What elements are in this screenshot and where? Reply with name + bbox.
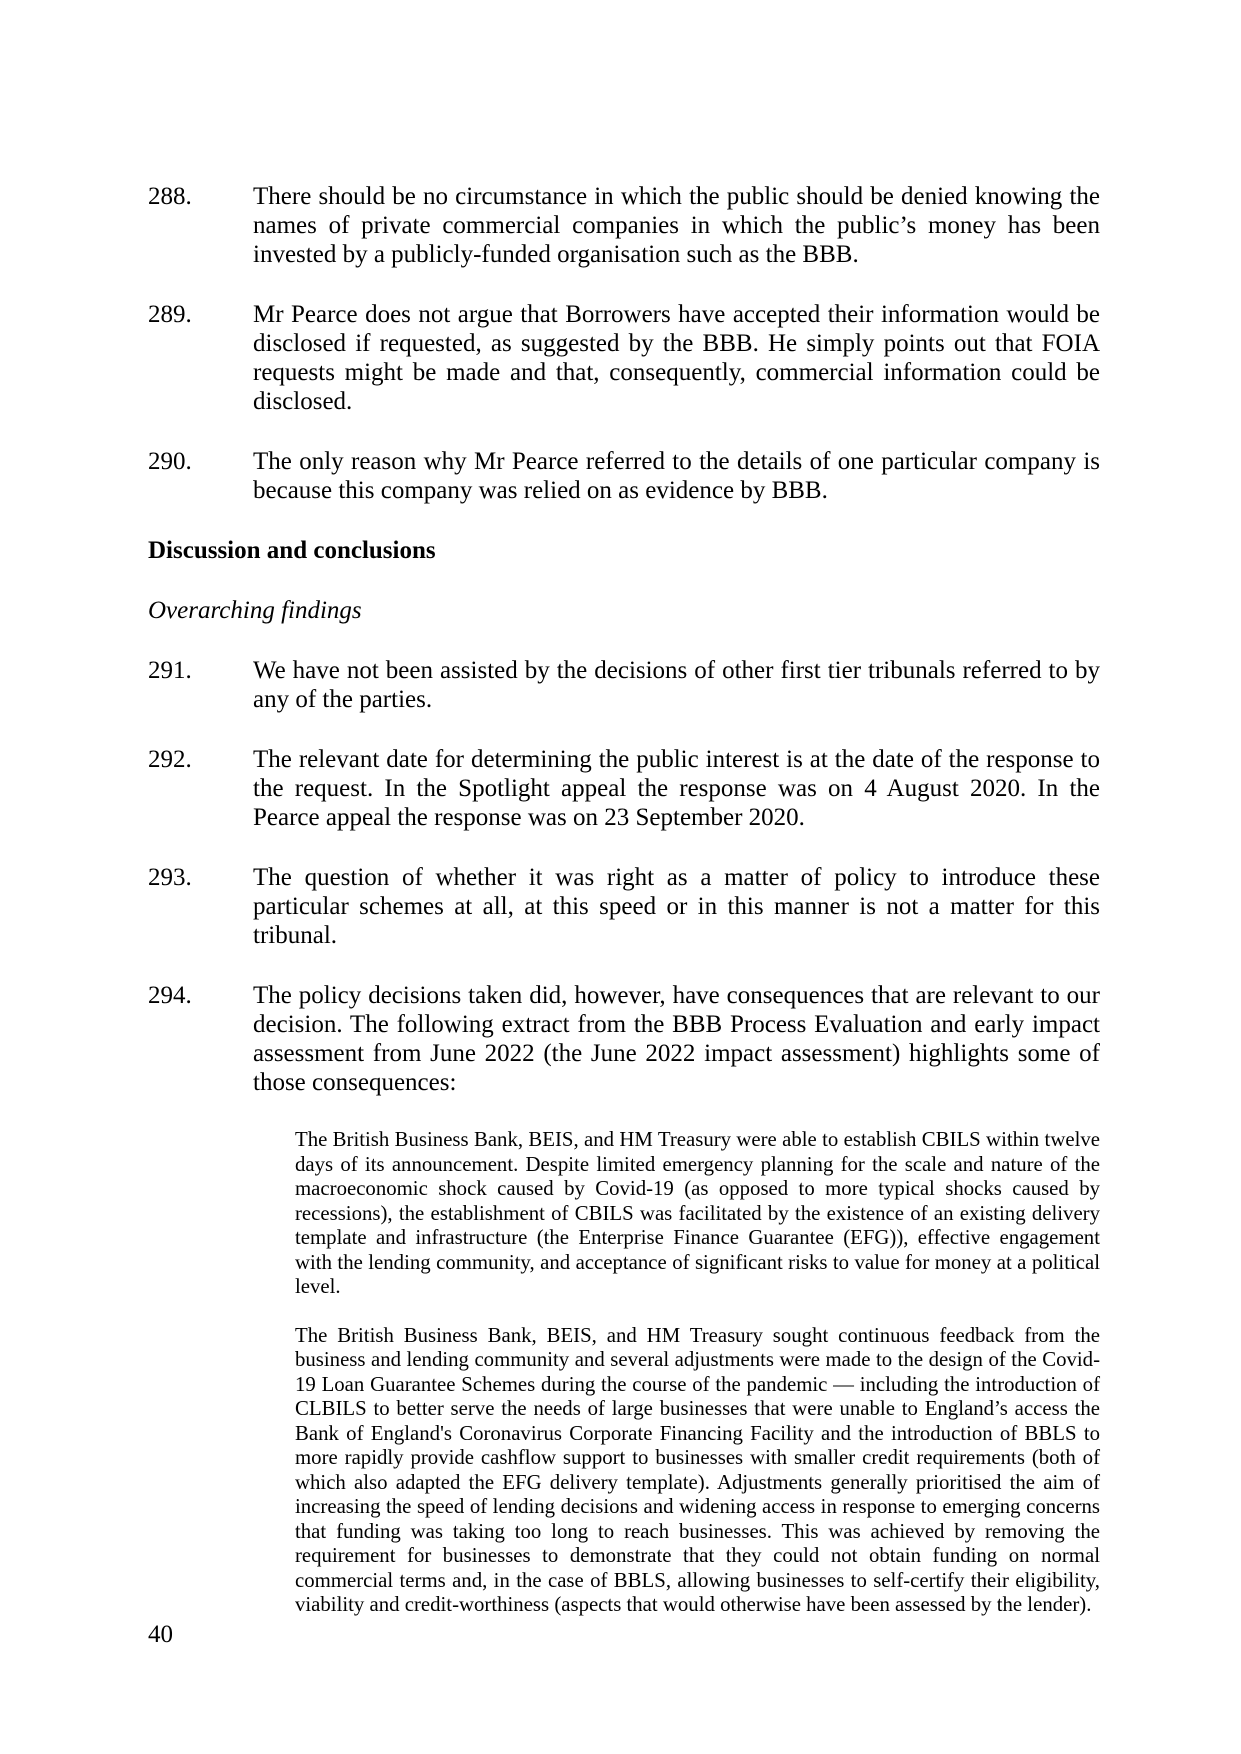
document-body — [148, 182, 1100, 1642]
numbered-paragraph — [148, 300, 1100, 416]
paragraph-text: There should be no circumstance in which the public should be denied knowing the names of private commercial companies in which the public’s money has been invested by a publicly-funded organisation such as the BBB. — [253, 183, 1100, 268]
paragraph-text: The only reason why Mr Pearce referred to the details of one particular company is because this company was relied on as evidence by BBB. — [253, 448, 1100, 504]
page-number: 40 — [148, 1621, 173, 1648]
section-heading: Discussion and conclusions — [148, 537, 436, 564]
paragraph-number: 289. — [148, 301, 192, 328]
numbered-paragraph — [148, 981, 1100, 1097]
paragraph-number: 291. — [148, 657, 192, 684]
block-quote: The British Business Bank, BEIS, and HM Treasury were able to establish CBILS within twelve days of its announcement. Despite limited emergency planning for the scale and nature of the macroeconomic shock caused by Covid-19 (as opposed to more typical shocks caused by recessions), the establishment of CBILS was facilitated by the existence of an existing delivery template and infrastructure (the Enterprise Finance Guarantee (EFG)), effective engagement with the lending community, and acceptance of significant risks to value for money at a political level. — [295, 1128, 1100, 1298]
paragraph-text: The policy decisions taken did, however, have consequences that are relevant to our decision. The following extract from the BBB Process Evaluation and early impact assessment from June 2022 (the June 2022 impact assessment) highlights some of those consequences: — [253, 982, 1100, 1096]
paragraph-number: 288. — [148, 183, 192, 210]
numbered-paragraph — [148, 182, 1100, 269]
subsection-heading: Overarching findings — [148, 597, 362, 624]
paragraph-number: 294. — [148, 982, 192, 1009]
numbered-paragraph — [148, 745, 1100, 832]
numbered-paragraph — [148, 447, 1100, 505]
paragraph-text: We have not been assisted by the decisions of other first tier tribunals referred to by any of the parties. — [253, 657, 1100, 713]
paragraph-text: The question of whether it was right as a matter of policy to introduce these particular schemes at all, at this speed or in this manner is not a matter for this tribunal. — [253, 864, 1100, 949]
paragraph-text: Mr Pearce does not argue that Borrowers have accepted their information would be disclosed if requested, as suggested by the BBB. He simply points out that FOIA requests might be made and that, consequently, commercial information could be disclosed. — [253, 301, 1100, 415]
paragraph-number: 290. — [148, 448, 192, 475]
numbered-paragraph — [148, 863, 1100, 950]
paragraph-text: The relevant date for determining the public interest is at the date of the response to the request. In the Spotlight appeal the response was on 4 August 2020. In the Pearce appeal the response was on 23 September 2020. — [253, 746, 1100, 831]
paragraph-number: 293. — [148, 864, 192, 891]
paragraph-number: 292. — [148, 746, 192, 773]
numbered-paragraph — [148, 656, 1100, 714]
block-quote: The British Business Bank, BEIS, and HM Treasury sought continuous feedback from the business and lending community and several adjustments were made to the design of the Covid-19 Loan Guarantee Schemes during the course of the pandemic — including the introduction of CLBILS to better serve the needs of large businesses that were unable to England’s access the Bank of England's Coronavirus Corporate Financing Facility and the introduction of BBLS to more rapidly provide cashflow support to businesses with smaller credit requirements (both of which also adapted the EFG delivery template). Adjustments generally prioritised the aim of increasing the speed of lending decisions and widening access in response to emerging concerns that funding was taking too long to reach businesses. This was achieved by removing the requirement for businesses to demonstrate that they could not obtain funding on normal commercial terms and, in the case of BBLS, allowing businesses to self-certify their eligibility, viability and credit-worthiness (aspects that would otherwise have been assessed by the lender). — [295, 1323, 1100, 1616]
